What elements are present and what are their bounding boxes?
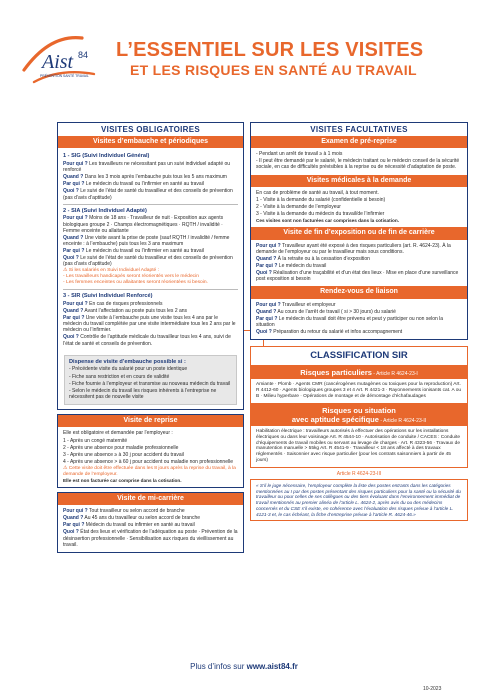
mandatory-visits-title: VISITES OBLIGATOIRES <box>58 123 243 136</box>
sia-heading: 2 - SIA (Suivi Individuel Adapté) <box>63 207 147 214</box>
footer: Plus d’infos sur www.aist84.fr <box>190 662 298 671</box>
svg-text:PRÉVENTION SANTÉ TRAVAIL: PRÉVENTION SANTÉ TRAVAIL <box>40 74 89 78</box>
sir-classification <box>250 346 468 521</box>
liaison-bar: Rendez-vous de liaison <box>251 286 467 299</box>
optional-visits-panel: VISITES FACULTATIVES Examen de pré-reprise - Pendant un arrêt de travail ≥ à 1 mois - Il peut être demandé par le salarié, le médecin traitant ou le médecin conseil de la sécurité sociale, en cas de difficultés prévisibles à la reprise ou de nécessité d’adaptation de poste. Visites médicales à la demande En cas de problème de santé au travail, à tout moment. 1 - Visite à la demande du salarié (confidentielle si besoin) 2 - Visite à la demande de l’employeur 3 - Visite à la demande du médecin du travail/de l’infirmier Ces visites sont non facturées car comprises dans la cotisation. Visite de fin d’exposition ou de fin de carrière Pour qui ? Travailleur ayant été exposé à des risques particuliers (art. R. 4624-23). À la demande de l’employeur ou par le travailleur mais sous conditions. Quand ? À la retraite ou à la cessation d’exposition Par qui ? Le médecin du travail Quoi ? Réalisation d’une traçabilité et d’un état des lieux · Mise en place d’une surveillance post exposition si besoin Rendez-vous de liaison Pour qui ? Travailleur et employeur Quand ? Au cours de l’arrêt de travail ( si > 30 jours) du salarié Par qui ? Le médecin du travail doit être prévenu et peut y participer ou non selon la situation Quoi ? Préparation du retour du salarié et infos accompagnement <box>250 122 468 340</box>
sir-heading: 3 - SIR (Suivi Individuel Renforcé) <box>63 293 153 300</box>
pre-reprise-bar: Examen de pré-reprise <box>251 136 467 149</box>
sir-classification-title: CLASSIFICATION SIR <box>250 346 468 366</box>
mi-carriere-bar: Visite de mi-carrière <box>58 493 243 506</box>
sig-section: 1 - SIG (Suivi Individuel Général) Pour qui ? Les travailleurs ne nécessitant pas un suivi individuel adapté ou renforcé Quand ? Dans les 3 mois après l’embauche puis tous les 5 ans maximum Par qui ? Le médecin du travail ou l’infirmier en santé au travail Quoi ? Le suivi de l’état de santé du travailleur et des conseils de prévention (pas d’avis d’aptitude) 2 - SIA (Suivi Individuel Adapté) Pour qui ? Moins de 18 ans · Travailleur de nuit · Exposition aux agents biologiques groupe 2 · Champs électromagnétiques · RQTH / invalidité · Femme enceinte ou allaitante Quand ? Une visite avant la prise de poste (sauf RQTH / invalidité / femme enceinte : à l’embauche) puis tous les 3 ans maximum Par qui ? Le médecin du travail ou l’infirmier en santé au travail Quoi ? Le suivi de l’état de santé du travailleur et des conseils de prévention (pas d’avis d’aptitude) ⚠ Si les salariés en Suivi Individuel Adapté : - Les travailleurs handicapés seront réorientés vers le médecin - Les femmes enceintes ou allaitantes seront réorientées si besoin. 3 - SIR (Suivi Individuel Renforcé) Pour qui ? En cas de risques professionnels Quand ? Avant l’affectation au poste puis tous les 2 ans Par qui ? Une visite à l’embauche puis une visite tous les 4 ans par le médecin du travail complétée par une visite intermédiaire tous les 2 ans par le médecin ou l’infirmier. Quoi ? Contrôle de l’aptitude médicale du travailleur tous les 4 ans, suivi de l’état de santé et conseils de prévention. <box>58 148 243 350</box>
legal-quote: « S’il le juge nécessaire, l’employeur complète la liste des postes entrants dans les catégories mentionnées au I par des postes présentant des risques particuliers pour la santé ou la sécurité du travailleur ou pour celles de ses collègues ou des tiers évoluant dans l’environnement immédiat de travail mentionnés au premier alinéa de l’article L. 4624-2, après avis du ou des médecins concernés et du CSE s’il existe, en cohérence avec l’évaluation des risques prévue à l’article L. 4121-3 et, le cas échéant, la fiche d’entreprise prévue à l’article R. 4624-46.» <box>250 479 468 521</box>
svg-text:84: 84 <box>78 50 89 60</box>
sia-alert: ⚠ Si les salariés en Suivi Individuel Adapté : <box>63 268 159 274</box>
header <box>0 0 488 100</box>
sig-heading: 1 - SIG (Suivi Individuel Général) <box>63 153 150 160</box>
main-title: L’ESSENTIEL SUR LES VISITES <box>116 39 424 61</box>
main-subtitle: ET LES RISQUES EN SANTÉ AU TRAVAIL <box>130 62 417 78</box>
optional-visits-title: VISITES FACULTATIVES <box>251 123 467 136</box>
edition-date: 10-2023 <box>423 686 442 692</box>
website-link[interactable]: www.aist84.fr <box>246 662 298 671</box>
particular-risks-bar: Risques particuliers - Article R 4624-23-I <box>250 366 468 379</box>
end-exposure-bar: Visite de fin d’exposition ou de fin de carrière <box>251 227 467 240</box>
dispense-box: Dispense de visite d’embauche possible si : - Précédente visite du salarié pour un poste identique - Fiche sans restriction et en cours de validité - Fiche fournie à l’employeur et transmise au nouveau médecin du travail - Selon le médecin du travail les risques inhérents à l’entreprise ne nécessitent pas de nouvelle visite <box>64 355 237 405</box>
article-iii-label: Article R 4624-23-III <box>336 470 382 477</box>
hiring-periodic-bar: Visites d’embauche et périodiques <box>58 136 243 149</box>
on-demand-bar: Visites médicales à la demande <box>251 175 467 188</box>
reprise-alert: ⚠ Cette visite doit être effectuée dans les 8 jours après la reprise du travail, à la demande de l’employeur. <box>63 465 236 477</box>
right-column <box>250 122 468 521</box>
specific-aptitude-text: Habilitation électrique : travailleurs autorisés à effectuer des opérations sur les installations électriques ou dans leur voisinage Art. R 4544-10 · Autorisation de conduite / CACES : Conduite d’équipements de travail mobiles ou servant au levage de charges · Art. R 4323-56 · Travaux de manutention manuelle > 55kg Art. R 4541-9 · Travailleur < 18 ans affecté à des travaux réglementés · Saisonnier avec risque particulier (pour les contrats saisonniers à partir de 45 jours) <box>250 426 468 468</box>
divider <box>63 289 238 290</box>
left-column <box>57 122 244 553</box>
divider <box>63 204 238 205</box>
aist84-logo <box>20 30 98 92</box>
mi-carriere-panel: Visite de mi-carrière Pour qui ? Tout travailleur ou selon accord de branche Quand ? Au 45 ans du travailleur ou selon accord de branche Par qui ? Médecin du travail ou infirmier en santé au travail Quoi ? État des lieux et vérification de l’adéquation au poste · Prévention de la désinsertion professionnelle · Sensibilisation aux risques du vieillissement au travail. <box>57 492 244 553</box>
particular-risks-text: Amiante · Plomb · Agents CMR (cancérogènes mutagènes ou toxiques pour la reproduction) Art. R 4412-60 · Agents biologiques groupes 3 et 4 Art. R 4421-3 · Rayonnements ionisants cat. A ou B · Milieu hyperbare · Opérations de montage et de démontage d’échafaudages <box>250 379 468 404</box>
specific-aptitude-bar: Risques ou situation avec aptitude spécifique - Article R 4624-23-II <box>250 404 468 426</box>
svg-text:Aist: Aist <box>42 51 74 73</box>
reprise-panel: Visite de reprise Elle est obligatoire et demandée par l’employeur : 1 - Après un congé maternité 2 - Après une absence pour maladie professionnelle 3 - Après une absence ≥ à 30 j pour accident du travail 4 - Après une absence > à 60 j pour accident ou maladie non professionnelle ⚠ Cette visite doit être effectuée dans les 8 jours après la reprise du travail, à la demande de l’employeur. Elle est non facturée car comprise dans la cotisation. <box>57 414 244 488</box>
reprise-bar: Visite de reprise <box>58 415 243 428</box>
mandatory-visits-panel <box>57 122 244 410</box>
